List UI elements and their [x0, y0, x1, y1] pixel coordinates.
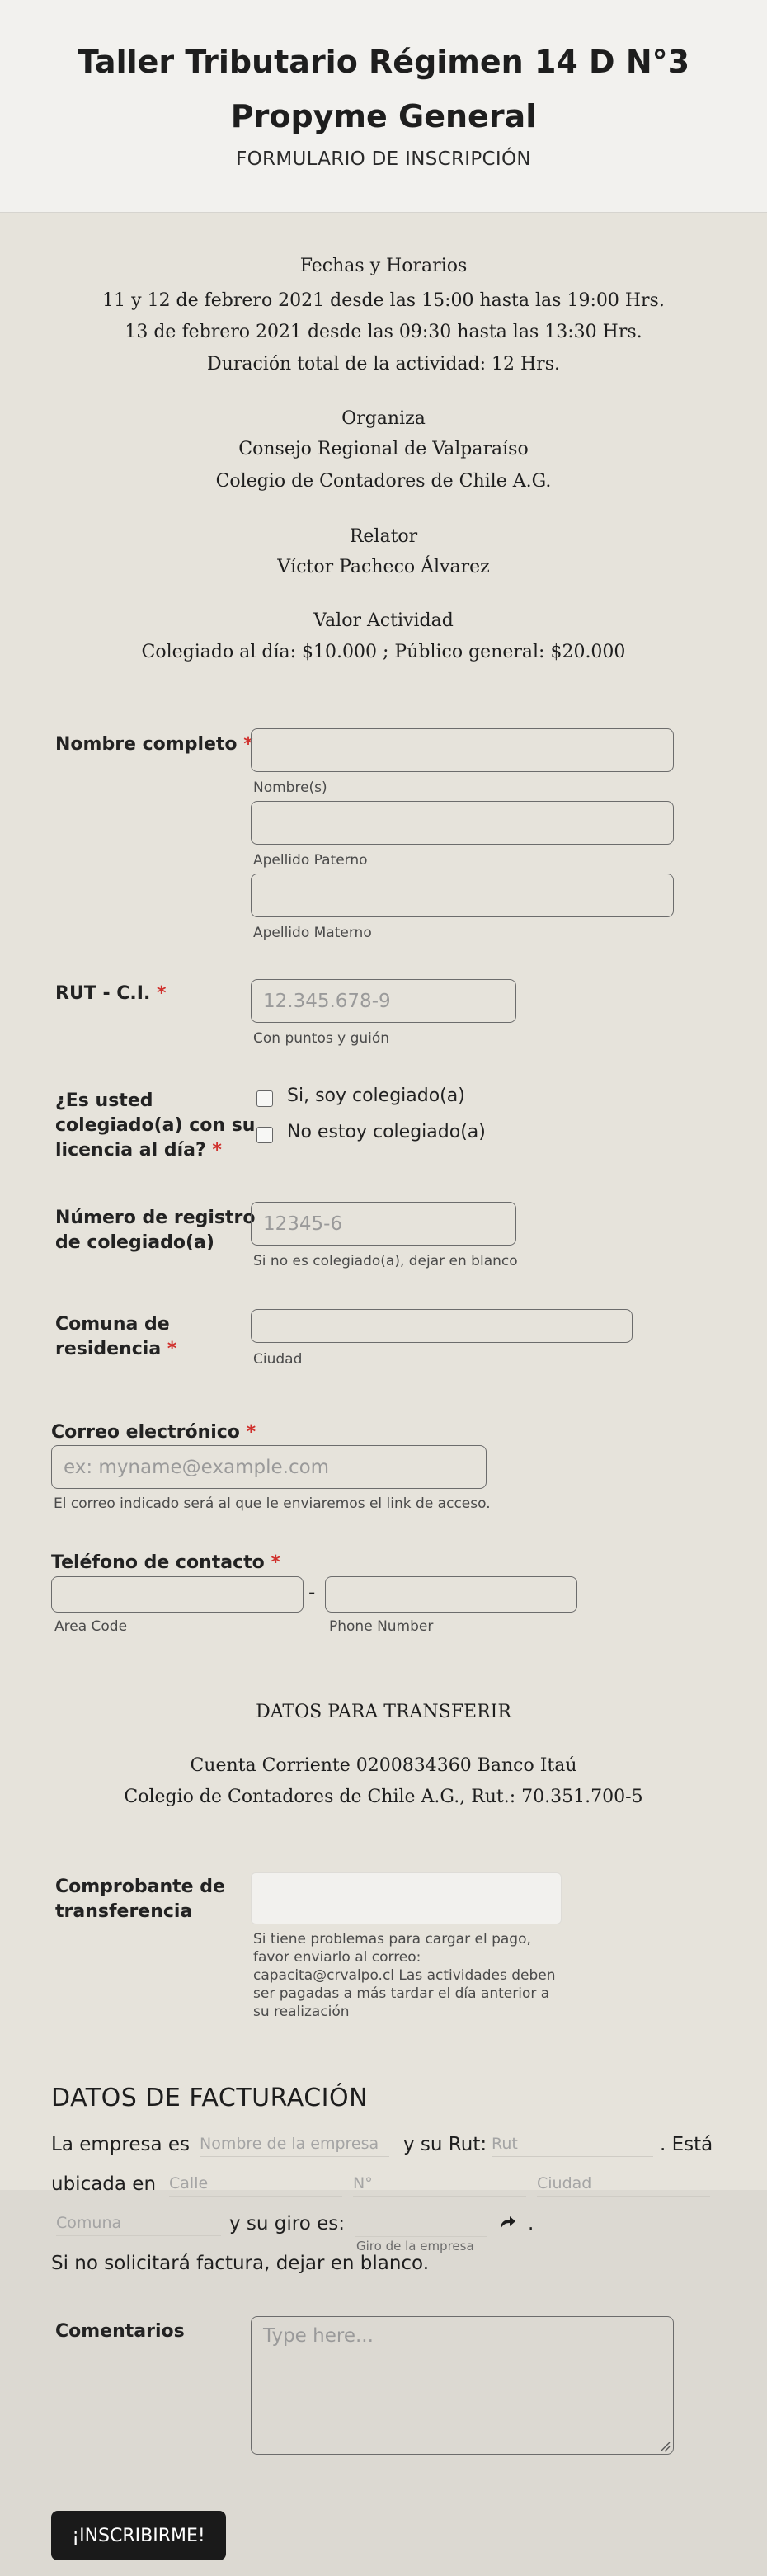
form-title-line1: Taller Tributario Régimen 14 D N°3 [77, 44, 690, 80]
colegiado-no-checkbox[interactable] [256, 1127, 273, 1143]
email-hint: El correo indicado será al que le enviaremos el link de acceso. [54, 1495, 491, 1512]
fechas-line3: Duración total de la actividad: 12 Hrs. [207, 354, 560, 374]
company-name-input[interactable]: Nombre de la empresa [200, 2135, 389, 2157]
rut-hint: Con puntos y guión [253, 1030, 390, 1047]
comprobante-label: Comprobante de transferencia [55, 1877, 225, 1922]
registro-hint: Si no es colegiado(a), dejar en blanco [253, 1253, 518, 1269]
registro-input[interactable]: 12345-6 [251, 1202, 516, 1246]
fact-text-esta: . Está [660, 2134, 713, 2155]
resize-handle-icon[interactable] [659, 2440, 671, 2451]
fact-text-rut: y su Rut: [403, 2134, 487, 2155]
required-mark: * [271, 1552, 280, 1573]
comprobante-hint: Si tiene problemas para cargar el pago, favor enviarlo al correo: capacita@crvalpo.cl Las actividades deben ser pagadas a más tardar el día anterior a su realización [253, 1931, 556, 2020]
maternal-surname-input[interactable] [251, 874, 674, 917]
company-rut-input[interactable]: Rut [492, 2135, 653, 2157]
comuna-fact-input[interactable]: Comuna [56, 2214, 221, 2236]
giro-input[interactable] [355, 2214, 487, 2237]
colegiado-no-label[interactable]: No estoy colegiado(a) [287, 1122, 486, 1142]
share-arrow-icon[interactable] [497, 2212, 517, 2232]
first-name-hint: Nombre(s) [253, 779, 327, 796]
comuna-input[interactable] [251, 1309, 633, 1343]
nombre-label: Nombre completo * [55, 734, 253, 755]
colegiado-label: ¿Es usted colegiado(a) con su licencia al día? * [55, 1090, 256, 1161]
giro-hint: Giro de la empresa [356, 2239, 474, 2253]
form-header [0, 0, 767, 213]
required-mark: * [243, 734, 253, 755]
area-code-hint: Area Code [54, 1618, 128, 1635]
telefono-label: Teléfono de contacto * [51, 1552, 280, 1573]
submit-button[interactable]: ¡INSCRIBIRME! [51, 2511, 226, 2560]
file-upload-field[interactable] [251, 1872, 562, 1924]
paternal-surname-hint: Apellido Paterno [253, 852, 368, 869]
colegiado-yes-label[interactable]: Si, soy colegiado(a) [287, 1085, 465, 1106]
form-title-line2: Propyme General [230, 98, 537, 134]
fact-text-end: . [528, 2213, 534, 2235]
city-input[interactable]: Ciudad [537, 2174, 710, 2197]
transfer-line1: Cuenta Corriente 0200834360 Banco Itaú [190, 1755, 577, 1776]
rut-label: RUT - C.I. * [55, 983, 167, 1004]
required-mark: * [156, 983, 167, 1004]
required-mark: * [167, 1339, 177, 1359]
fact-text-empresa: La empresa es [51, 2134, 190, 2155]
facturacion-title: DATOS DE FACTURACIÓN [51, 2084, 369, 2112]
rut-input[interactable]: 12.345.678-9 [251, 979, 516, 1023]
required-mark: * [246, 1422, 256, 1443]
organiza-heading: Organiza [341, 408, 426, 429]
fechas-heading: Fechas y Horarios [299, 256, 468, 276]
organiza-line1: Consejo Regional de Valparaíso [238, 439, 529, 459]
comentarios-label: Comentarios [55, 2321, 185, 2342]
comuna-label: Comuna de residencia * [55, 1314, 177, 1359]
phone-separator: - [308, 1582, 316, 1604]
correo-label: Correo electrónico * [51, 1422, 256, 1443]
transfer-heading: DATOS PARA TRANSFERIR [256, 1702, 511, 1722]
relator-name: Víctor Pacheco Álvarez [277, 557, 490, 577]
phone-number-input[interactable] [325, 1576, 577, 1613]
fact-text-giro: y su giro es: [229, 2213, 345, 2235]
colegiado-yes-checkbox[interactable] [256, 1090, 273, 1107]
valor-line: Colegiado al día: $10.000 ; Público general: $20.000 [141, 642, 626, 662]
paternal-surname-input[interactable] [251, 801, 674, 845]
required-mark: * [212, 1140, 222, 1161]
number-input[interactable]: N° [353, 2174, 526, 2197]
first-name-input[interactable] [251, 728, 674, 772]
fact-text-ubicada: ubicada en [51, 2173, 157, 2195]
fechas-line1: 11 y 12 de febrero 2021 desde las 15:00 hasta las 19:00 Hrs. [102, 290, 665, 311]
transfer-line2: Colegio de Contadores de Chile A.G., Rut.: 70.351.700-5 [124, 1787, 643, 1807]
valor-heading: Valor Actividad [313, 610, 454, 631]
fechas-line2: 13 de febrero 2021 desde las 09:30 hasta las 13:30 Hrs. [125, 322, 642, 342]
email-input[interactable]: ex: myname@example.com [51, 1445, 487, 1489]
comments-textarea[interactable]: Type here... [251, 2316, 674, 2455]
area-code-input[interactable] [51, 1576, 304, 1613]
street-input[interactable]: Calle [169, 2174, 342, 2197]
relator-heading: Relator [349, 526, 418, 547]
fact-note: Si no solicitará factura, dejar en blanco. [51, 2253, 430, 2274]
maternal-surname-hint: Apellido Materno [253, 925, 372, 941]
comuna-hint: Ciudad [253, 1351, 303, 1368]
registro-label: Número de registro de colegiado(a) [55, 1208, 256, 1253]
organiza-line2: Colegio de Contadores de Chile A.G. [215, 471, 552, 492]
form-subtitle: FORMULARIO DE INSCRIPCIÓN [236, 148, 531, 170]
phone-number-hint: Phone Number [329, 1618, 434, 1635]
